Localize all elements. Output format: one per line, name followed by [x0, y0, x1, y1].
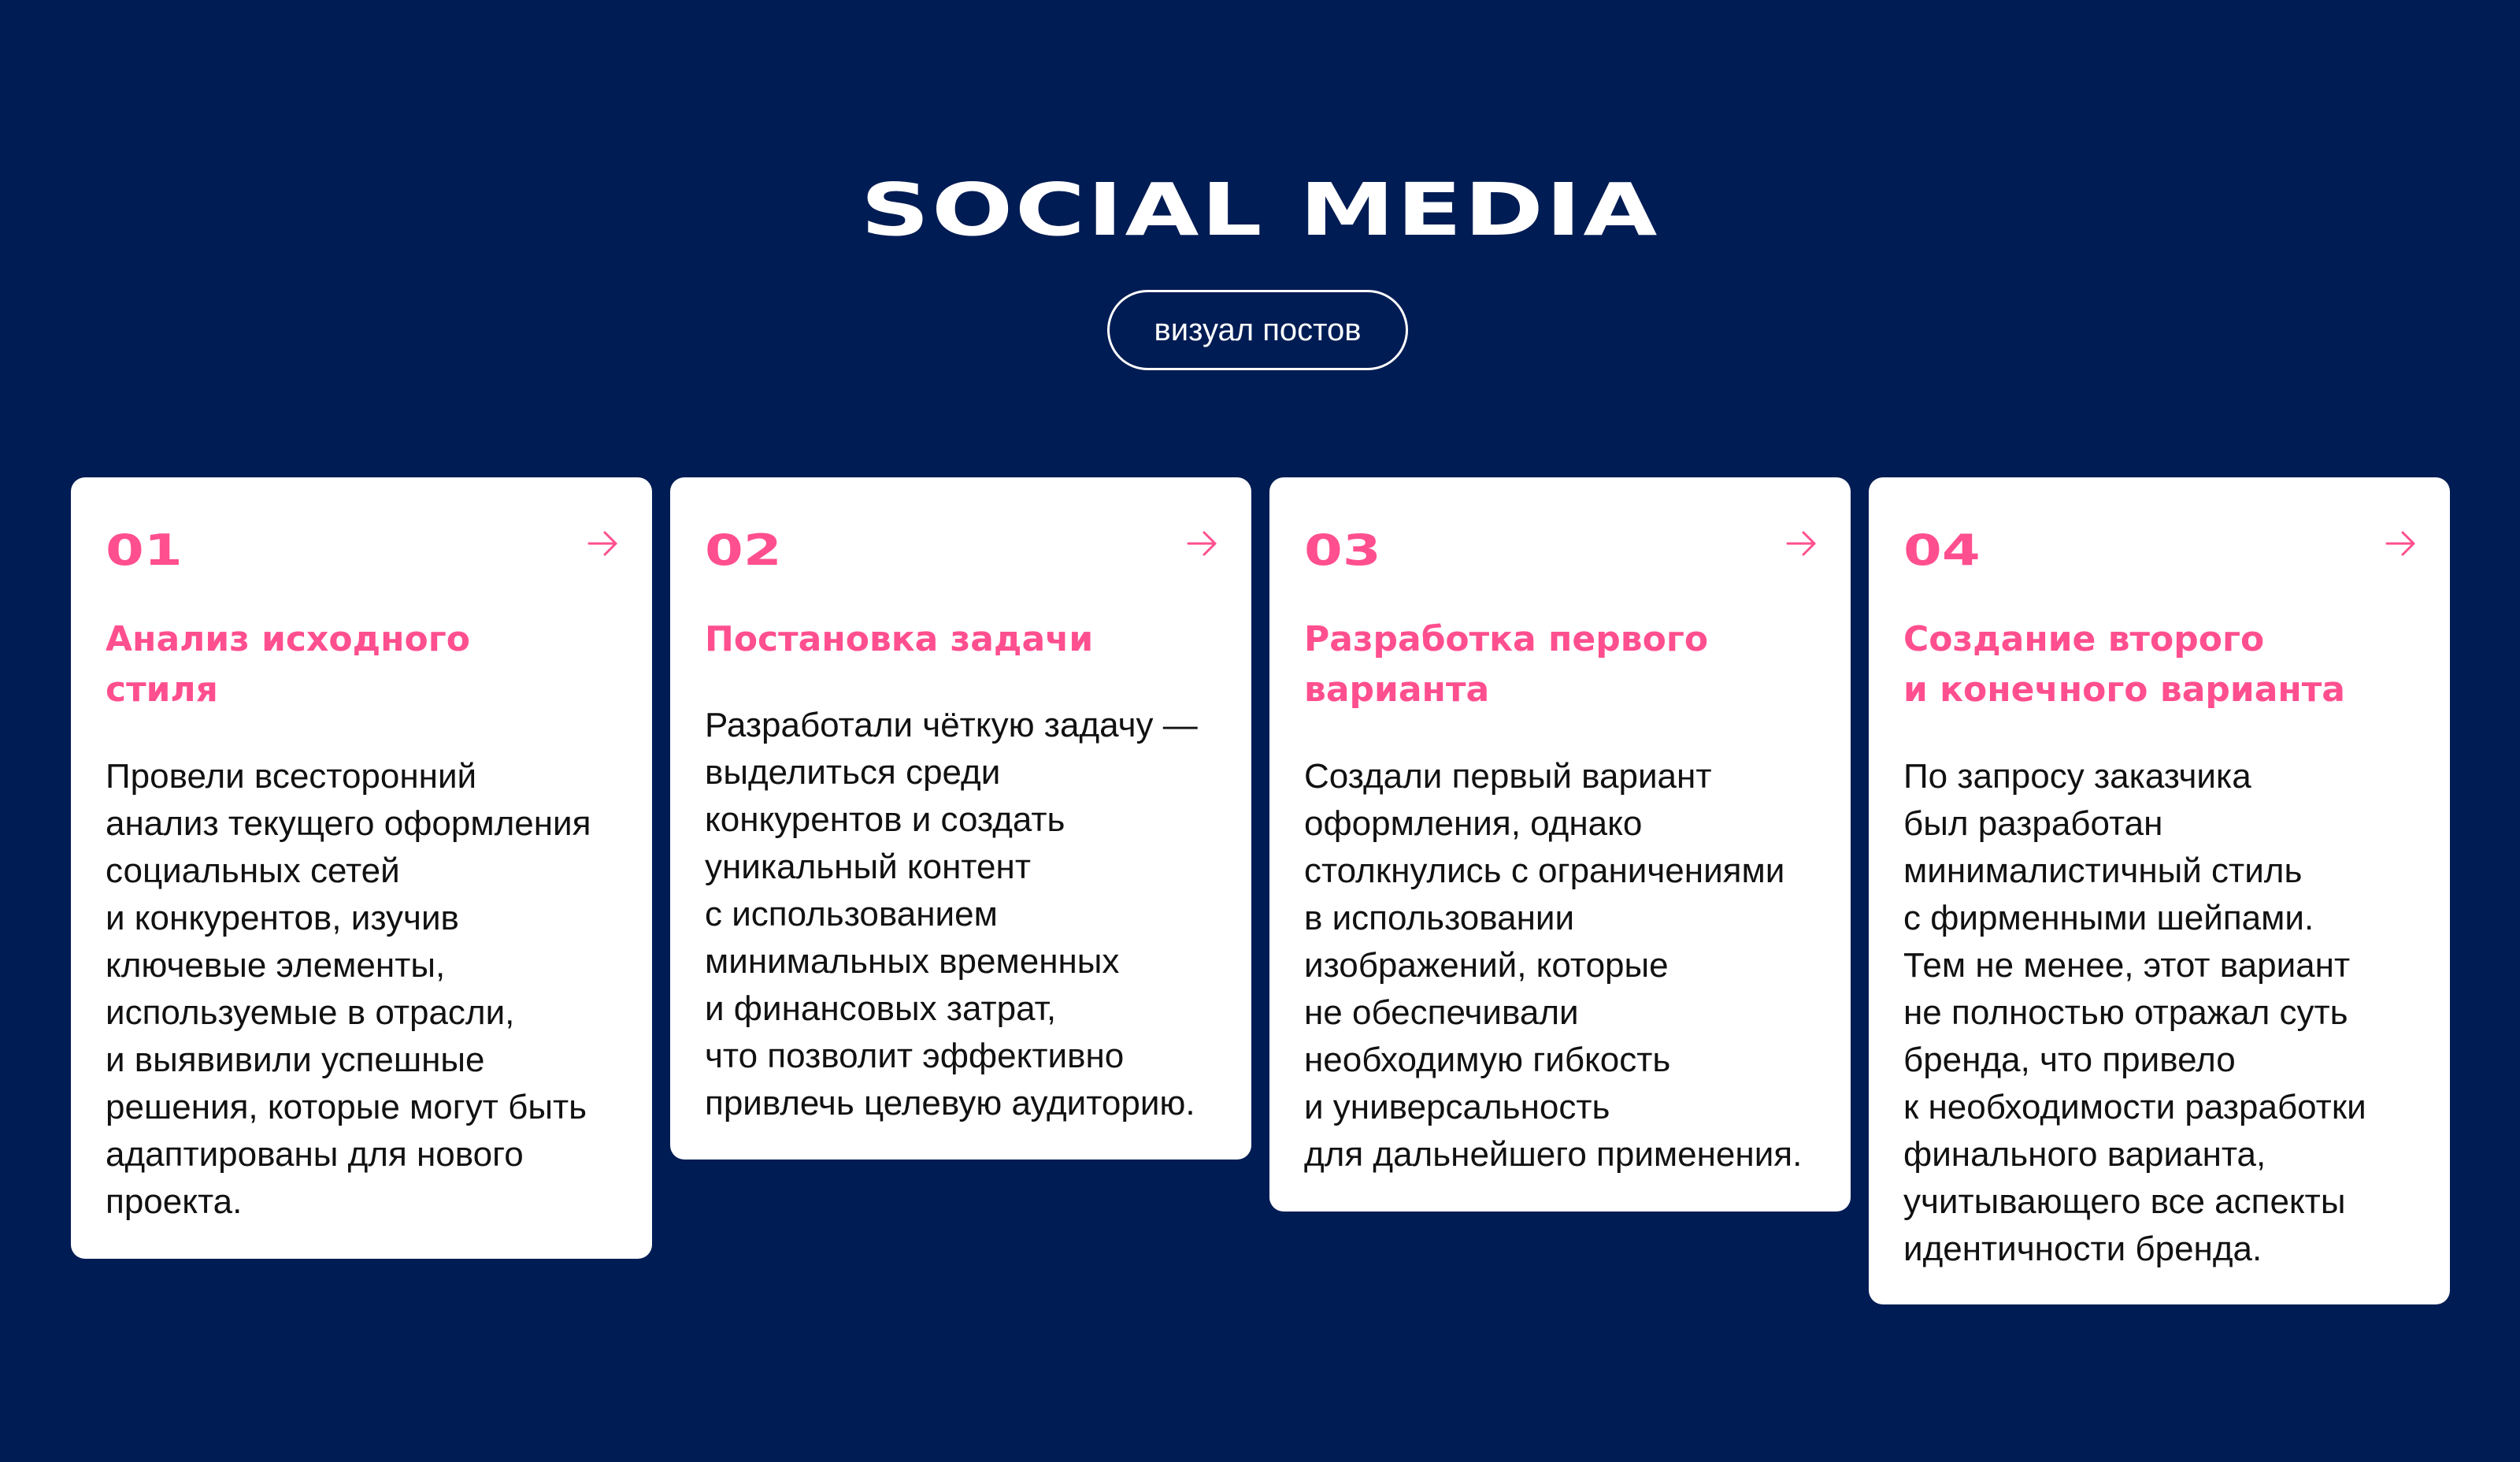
step-number: 01: [106, 525, 183, 575]
tag-button[interactable]: [1107, 290, 1408, 370]
step-number: 04: [1903, 525, 1981, 575]
step-number: 02: [705, 525, 782, 575]
step-description: По запросу заказчика был разработан минималистичный стиль с фирменными шейпами. Тем не менее, этот вариант не полностью отражал суть бренда, что привело к необходимости разработки финального варианта, учитывающего все аспекты идентичности бренда.: [1903, 757, 2366, 1268]
arrow-right-icon[interactable]: [586, 526, 621, 561]
step-card-3[interactable]: [1269, 477, 1851, 1212]
step-description: Разработали чёткую задачу — выделиться среди конкурентов и создать уникальный контент с использованием минимальных временных и финансовых затрат, что позволит эффективно привлечь целевую аудиторию.: [705, 706, 1198, 1122]
arrow-right-icon[interactable]: [1185, 526, 1220, 561]
page-title: SOCIAL MEDIA: [860, 168, 1660, 252]
arrow-right-icon[interactable]: [1784, 526, 1819, 561]
step-description: Создали первый вариант оформления, однако столкнулись с ограничениями в использовании изображений, которые не обеспечивали необходимую гибкость и универсальность для дальнейшего применения.: [1304, 757, 1803, 1174]
step-card-4[interactable]: [1869, 477, 2450, 1304]
step-title: Анализ исходного стиля: [106, 619, 470, 710]
step-title: Создание второго и конечного варианта: [1903, 619, 2345, 710]
step-title: Разработка первого варианта: [1304, 619, 1709, 710]
step-number: 03: [1304, 525, 1381, 575]
step-card-2[interactable]: [670, 477, 1251, 1160]
step-card-1[interactable]: [71, 477, 652, 1259]
step-title: Постановка задачи: [705, 619, 1094, 659]
tag-label: визуал постов: [1154, 312, 1362, 347]
step-description: Провели всесторонний анализ текущего оформления социальных сетей и конкурентов, изучив ключевые элементы, используемые в отрасли, и выявивили успешные решения, которые могут быть адаптированы для нового проекта.: [106, 757, 591, 1221]
arrow-right-icon[interactable]: [2384, 526, 2418, 561]
